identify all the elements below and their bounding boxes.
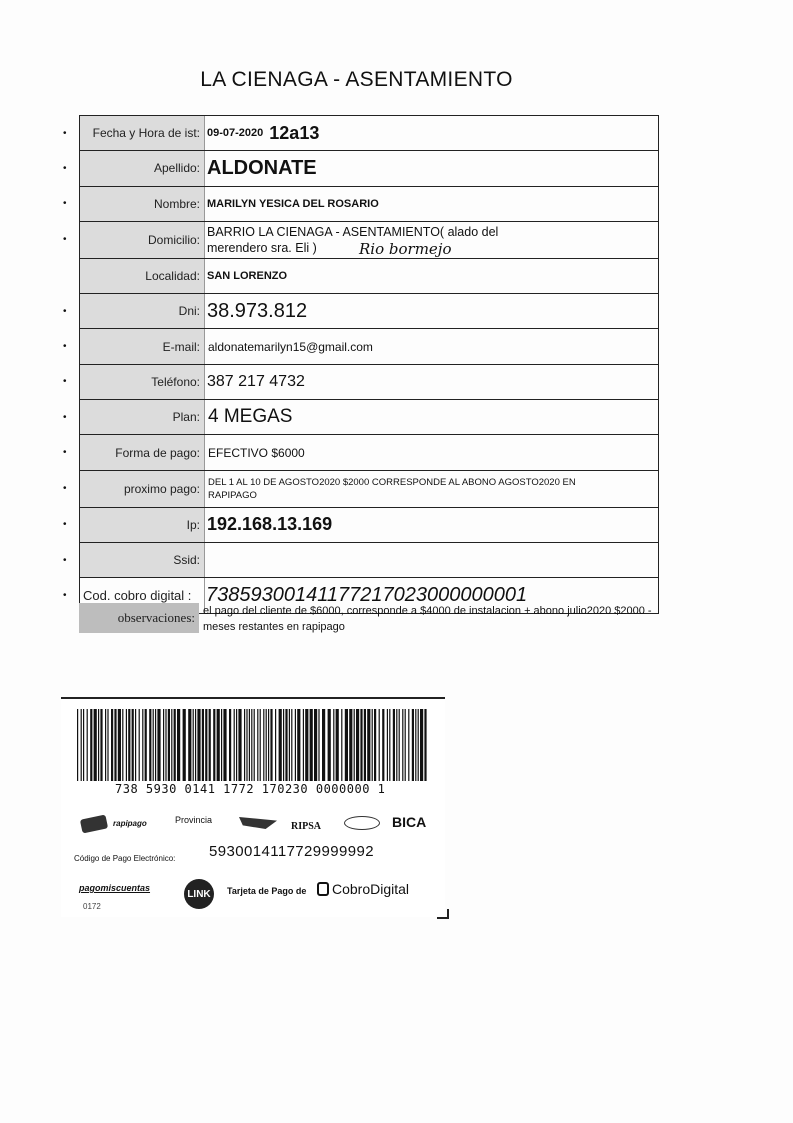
barcode-bar xyxy=(122,709,123,781)
barcode-bar xyxy=(197,709,200,781)
payment-coupon xyxy=(61,697,445,917)
barcode-bar xyxy=(303,709,304,781)
barcode-bar xyxy=(270,709,272,781)
barcode-bar xyxy=(254,709,255,781)
row-dni xyxy=(63,294,658,329)
barcode-bar xyxy=(424,709,426,781)
barcode-bar xyxy=(257,709,258,781)
barcode-bar xyxy=(279,709,282,781)
barcode-bar xyxy=(374,709,376,781)
barcode-bar xyxy=(135,709,136,781)
value-domicilio xyxy=(207,222,654,258)
barcode-bar xyxy=(209,709,211,781)
barcode-bar xyxy=(328,709,331,781)
value-telefono: 387 217 4732 xyxy=(207,372,305,390)
value-observaciones: el pago del cliente de $6000, corresponde a $4000 de instalacion + abono julio2020 $2000 - meses restantes en rapipago xyxy=(203,605,652,633)
barcode-bar xyxy=(177,709,180,781)
barcode-bar xyxy=(285,709,287,781)
barcode-bar xyxy=(90,709,92,781)
value-nombre: MARILYN YESICA DEL ROSARIO xyxy=(207,197,379,210)
barcode-bar xyxy=(333,709,334,781)
cobrodigital-icon xyxy=(317,882,329,896)
row-email xyxy=(63,329,658,364)
barcode-bar xyxy=(149,709,151,781)
row-fecha xyxy=(63,116,658,151)
barcode-bar xyxy=(345,709,348,781)
barcode-bar xyxy=(341,709,342,781)
label-proximo-pago: proximo pago: xyxy=(80,471,205,507)
barcode-bar xyxy=(202,709,204,781)
barcode-bar xyxy=(195,709,196,781)
bullet-icon: • xyxy=(63,341,67,353)
bullet-icon: • xyxy=(63,447,67,459)
barcode-bar xyxy=(221,709,222,781)
barcode-bar xyxy=(251,709,252,781)
row-localidad xyxy=(80,259,658,294)
barcode-bar xyxy=(418,709,419,781)
barcode-bar xyxy=(83,709,84,781)
label-ssid: Ssid: xyxy=(80,543,205,577)
barcode-bar xyxy=(266,709,267,781)
bullet-icon: • xyxy=(63,483,67,495)
barcode-bar xyxy=(94,709,97,781)
barcode-bar xyxy=(297,709,300,781)
value-proximo-pago: DEL 1 AL 10 DE AGOSTO2020 $2000 CORRESPONDE AL ABONO AGOSTO2020 EN RAPIPAGO xyxy=(208,476,576,501)
label-telefono: Teléfono: xyxy=(80,365,205,399)
bica-logo: BICA xyxy=(392,814,427,830)
barcode-bar xyxy=(217,709,220,781)
barcode-bar xyxy=(318,709,319,781)
barcode-bar xyxy=(263,709,264,781)
bullet-icon: • xyxy=(63,411,67,423)
pay-code-label: Código de Pago Electrónico: xyxy=(74,854,176,863)
row-telefono xyxy=(63,365,658,400)
bullet-icon: • xyxy=(63,234,67,246)
pmc-number: 0172 xyxy=(83,902,101,911)
barcode-bar xyxy=(387,709,388,781)
barcode-bar xyxy=(399,709,400,781)
barcode-bar xyxy=(356,709,359,781)
barcode-bar xyxy=(213,709,215,781)
barcode-bar xyxy=(171,709,172,781)
barcode-bar xyxy=(87,709,88,781)
barcode-bar xyxy=(168,709,170,781)
barcode-bar xyxy=(163,709,164,781)
label-observaciones: observaciones: xyxy=(79,603,199,633)
value-cod-cobro: 73859300141177217023000000001 xyxy=(206,583,528,606)
barcode-bar xyxy=(236,709,237,781)
label-localidad: Localidad: xyxy=(80,259,205,293)
label-cod-cobro: Cod. cobro digital : xyxy=(80,578,205,612)
link-logo: LINK xyxy=(184,879,214,909)
value-fecha xyxy=(207,116,654,150)
barcode-bar xyxy=(77,709,78,781)
row-ip xyxy=(63,508,658,543)
value-plan: 4 MEGAS xyxy=(208,406,293,428)
value-localidad: SAN LORENZO xyxy=(207,270,288,283)
barcode-bar xyxy=(132,709,134,781)
barcode-bar xyxy=(372,709,373,781)
barcode-bar xyxy=(157,709,160,781)
page-title: LA CIENAGA - ASENTAMIENTO xyxy=(200,68,513,91)
row-plan xyxy=(63,400,658,435)
barcode-bar xyxy=(295,709,296,781)
value-ssid xyxy=(207,543,654,577)
row-proximo-pago xyxy=(63,471,658,508)
label-email: E-mail: xyxy=(80,329,205,363)
barcode-bar xyxy=(165,709,166,781)
bullet-icon: • xyxy=(63,519,67,531)
barcode-bar xyxy=(188,709,191,781)
barcode-bar xyxy=(291,709,292,781)
bullet-icon: • xyxy=(63,376,67,388)
barcode-bar xyxy=(234,709,235,781)
observaciones xyxy=(79,603,659,633)
barcode-bar xyxy=(420,709,423,781)
value-email: aldonatemarilyn15@gmail.com xyxy=(208,339,373,354)
barcode-bar xyxy=(389,709,390,781)
fecha-hora: 12a13 xyxy=(269,122,320,143)
barcode-bar xyxy=(111,709,113,781)
row-forma-pago xyxy=(63,435,658,470)
barcode-bar xyxy=(393,709,395,781)
barcode-bar xyxy=(310,709,313,781)
label-domicilio: Domicilio: xyxy=(80,222,205,258)
pagomiscuentas-logo: pagomiscuentas xyxy=(79,883,151,893)
handwritten-note: Rio bormejo xyxy=(359,239,452,258)
barcode-bar xyxy=(118,709,121,781)
row-apellido xyxy=(63,151,658,186)
barcode-bar xyxy=(126,709,127,781)
tarjeta-label: Tarjeta de Pago de xyxy=(227,886,307,896)
barcode-bar xyxy=(98,709,99,781)
barcode-bar xyxy=(275,709,276,781)
barcode-bar xyxy=(238,709,241,781)
barcode-bar xyxy=(155,709,156,781)
barcode-bar xyxy=(408,709,409,781)
row-ssid xyxy=(63,543,658,578)
barcode-bar xyxy=(349,709,352,781)
rapipago-logo: rapipago xyxy=(113,819,147,828)
barcode-bar xyxy=(142,709,143,781)
barcode-bar xyxy=(229,709,231,781)
ripsa-logo: RIPSA xyxy=(291,821,322,832)
barcode-bar xyxy=(354,709,355,781)
barcode-bar xyxy=(415,709,416,781)
barcode-bar xyxy=(336,709,339,781)
label-plan: Plan: xyxy=(80,400,205,434)
barcode-bar xyxy=(128,709,130,781)
row-nombre xyxy=(63,187,658,222)
barcode-bar xyxy=(382,709,384,781)
barcode-bar xyxy=(244,709,245,781)
barcode-bar xyxy=(145,709,147,781)
cobrodigital-logo xyxy=(317,881,409,897)
barcode-bar xyxy=(402,709,403,781)
value-ip: 192.168.13.169 xyxy=(207,514,333,535)
cobrodigital-text: CobroDigital xyxy=(332,881,410,897)
corner-mark xyxy=(437,909,449,919)
label-ip: Ip: xyxy=(80,508,205,542)
barcode-bar xyxy=(139,709,140,781)
bullet-icon: • xyxy=(63,554,67,566)
barcode-bar xyxy=(396,709,397,781)
client-form xyxy=(63,115,659,614)
bullet-icon: • xyxy=(63,127,67,139)
domicilio-text: BARRIO LA CIENAGA - ASENTAMIENTO( alado del merendero sra. Eli ) xyxy=(207,224,499,255)
fecha-date: 09-07-2020 xyxy=(207,127,264,140)
barcode-digits: 738 5930 0141 1772 170230 0000000 1 xyxy=(115,782,386,796)
barcode-bar xyxy=(249,709,250,781)
bullet-icon: • xyxy=(63,589,67,601)
bullet-icon: • xyxy=(63,305,67,317)
barcode-bar xyxy=(246,709,247,781)
label-nombre: Nombre: xyxy=(80,187,205,221)
row-domicilio xyxy=(63,222,658,259)
barcode-bar xyxy=(412,709,414,781)
value-dni: 38.973.812 xyxy=(207,299,308,322)
barcode-bar xyxy=(260,709,261,781)
barcode-bar xyxy=(100,709,102,781)
barcode-bar xyxy=(114,709,116,781)
barcode-bar xyxy=(153,709,154,781)
express-logo-icon xyxy=(239,817,277,829)
barcode-bar xyxy=(405,709,406,781)
label-fecha: Fecha y Hora de ist: xyxy=(80,116,205,150)
barcode-bar xyxy=(81,709,82,781)
barcode-bar xyxy=(283,709,284,781)
barcode xyxy=(75,709,431,781)
label-dni: Dni: xyxy=(80,294,205,328)
barcode-bar xyxy=(305,709,308,781)
barcode-bar xyxy=(183,709,186,781)
barcode-bar xyxy=(379,709,380,781)
barcode-bar xyxy=(174,709,176,781)
barcode-bar xyxy=(367,709,370,781)
label-apellido: Apellido: xyxy=(80,151,205,185)
barcode-bar xyxy=(360,709,362,781)
ultra-logo-icon xyxy=(344,816,380,830)
barcode-bar xyxy=(314,709,317,781)
barcode-bar xyxy=(364,709,366,781)
barcode-bar xyxy=(289,709,290,781)
barcode-bar xyxy=(223,709,226,781)
pay-code-value: 5930014117729999992 xyxy=(209,843,374,860)
value-apellido: ALDONATE xyxy=(207,156,317,179)
label-forma-pago: Forma de pago: xyxy=(80,435,205,469)
barcode-bar xyxy=(205,709,207,781)
value-forma-pago: EFECTIVO $6000 xyxy=(208,445,305,460)
barcode-bar xyxy=(193,709,194,781)
barcode-bar xyxy=(268,709,269,781)
barcode-bar xyxy=(105,709,106,781)
card-logo-icon xyxy=(80,814,108,833)
barcode-bar xyxy=(107,709,108,781)
bullet-icon: • xyxy=(63,198,67,210)
provincia-logo: Provincia xyxy=(175,815,213,825)
bullet-icon: • xyxy=(63,162,67,174)
barcode-bar xyxy=(322,709,325,781)
